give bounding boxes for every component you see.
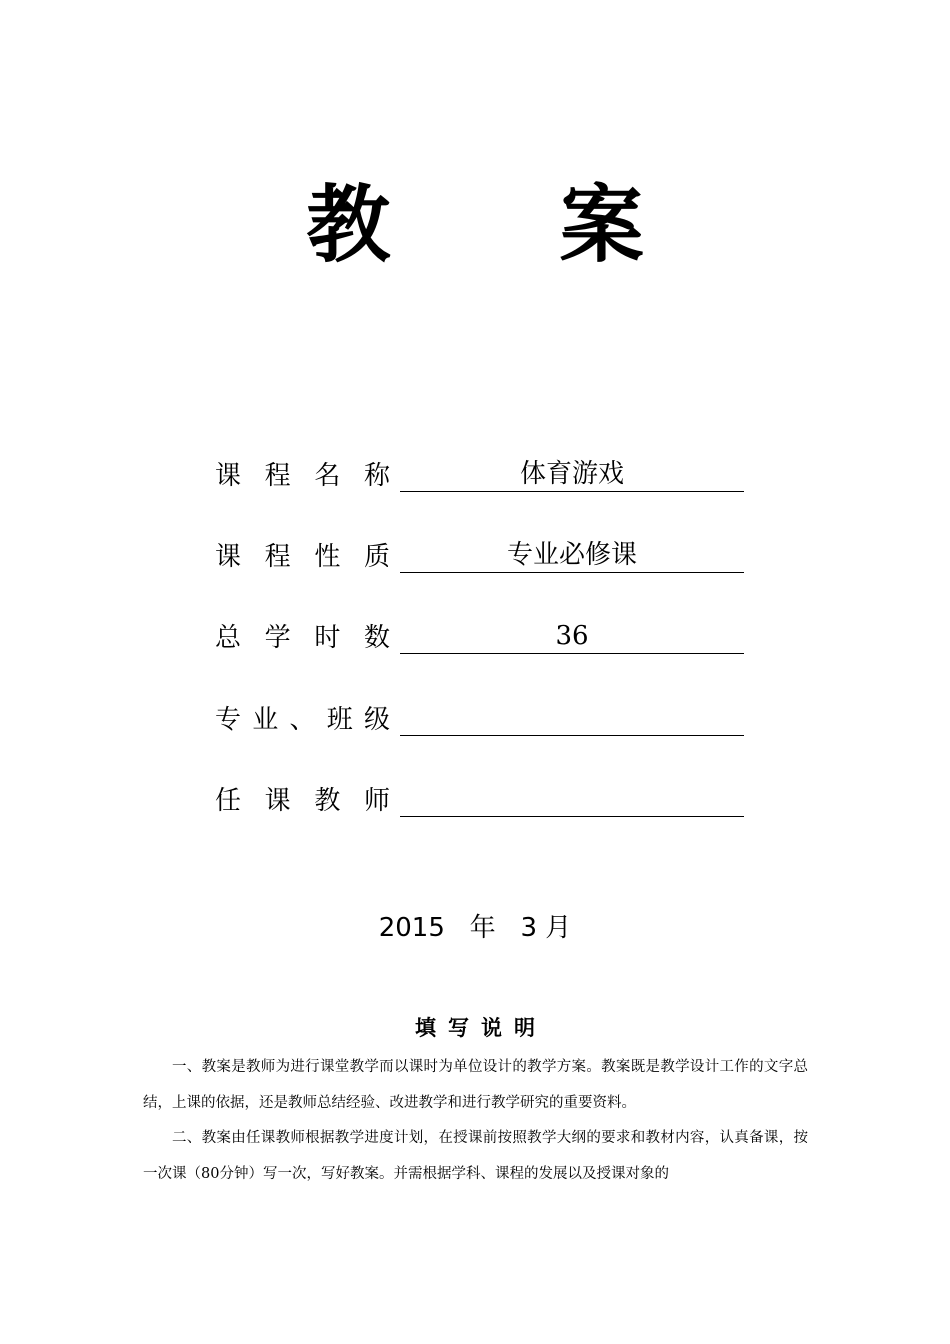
date-line — [0, 908, 950, 948]
field-value — [400, 781, 744, 817]
date-year-unit: 年 — [469, 913, 496, 943]
field-label: 课程名称 — [215, 461, 390, 491]
field-course-nature — [0, 537, 950, 577]
field-value — [400, 700, 744, 736]
date-month-unit: 月 — [545, 913, 572, 943]
field-label: 总学时数 — [215, 623, 390, 653]
page-title: 教 案 — [306, 176, 714, 274]
field-label: 课程性质 — [215, 542, 390, 572]
field-major-class — [0, 700, 950, 740]
instructions-paragraph: 一、教案是教师为进行课堂教学而以课时为单位设计的教学方案。教案既是教学设计工作的文字总结，上课的依据，还是教师总结经验、改进教学和进行教学研究的重要资料。 — [143, 1059, 808, 1111]
field-teacher — [0, 781, 950, 821]
date-year: 2015 — [378, 913, 445, 943]
instructions-body — [143, 1050, 808, 1192]
field-label: 任课教师 — [215, 786, 390, 816]
field-value: 体育游戏 — [400, 456, 744, 492]
field-course-name — [0, 456, 950, 496]
field-total-hours — [0, 618, 950, 658]
instructions-title: 填写说明 — [415, 1015, 547, 1040]
field-label: 专业、班级 — [215, 705, 390, 735]
instructions-paragraph: 二、教案由任课教师根据教学进度计划，在授课前按照教学大纲的要求和教材内容，认真备课，按一次课（80分钟）写一次，写好教案。并需根据学科、课程的发展以及授课对象的 — [143, 1130, 808, 1182]
date-month: 3 — [520, 913, 538, 943]
field-value: 36 — [400, 618, 744, 654]
field-value: 专业必修课 — [400, 537, 744, 573]
